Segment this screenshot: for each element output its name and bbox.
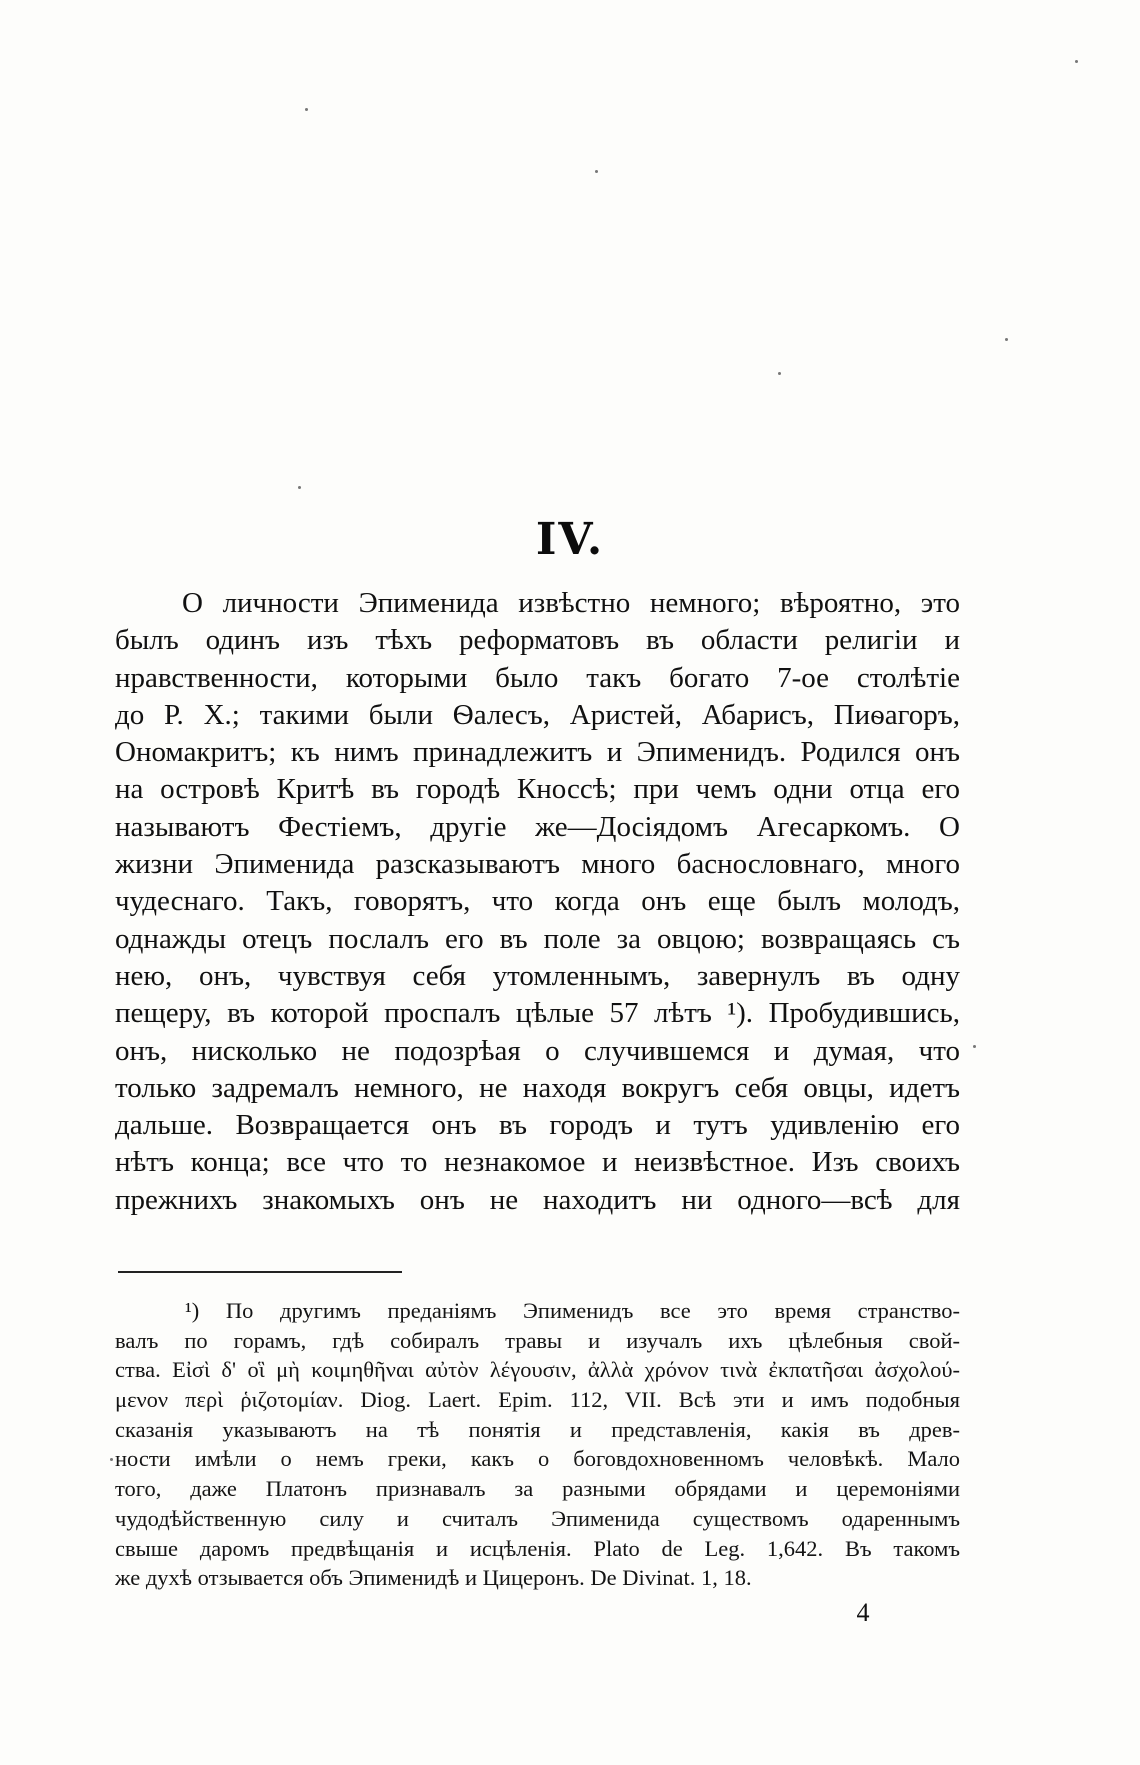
body-line: на островѣ Критѣ въ городѣ Кноссѣ; при чемъ одни отца его [115,773,960,806]
footnote-line: μενον περὶ ῥιζοτομίαν. Diog. Laert. Epim. 112, VII. Всѣ эти и имъ подобныя [115,1387,960,1413]
page-number: 4 [856,1598,870,1627]
body-line: нѣтъ конца; все что то незнакомое и неизвѣстное. Изъ своихъ [115,1146,960,1179]
body-line: былъ одинъ изъ тѣхъ реформатовъ въ области религіи и [115,624,960,657]
body-line: до Р. X.; такими были Ѳалесъ, Аристей, Абарисъ, Пиѳагоръ, [115,698,960,731]
scan-speck [1005,338,1008,341]
footnote-line: валъ по горамъ, гдѣ собиралъ травы и изучалъ ихъ цѣлебныя свой- [115,1327,960,1353]
body-line: однажды отецъ послалъ его въ поле за овцою; возвращаясь съ [115,922,960,955]
footnote-line: ¹) По другимъ преданіямъ Эпименидъ все это время странство- [185,1298,960,1323]
scan-speck [778,372,781,375]
body-line: онъ, нисколько не подозрѣая о случившемся и думая, что [115,1034,960,1067]
body-line: пещеру, въ которой проспалъ цѣлые 57 лѣтъ ¹). Пробудившись, [115,997,960,1030]
scan-speck [305,108,308,111]
body-line: нравственности, которыми было такъ богато 7-ое столѣтіе [115,661,960,694]
footnote-line: свыше даромъ предвѣщанія и исцѣленія. Plato de Leg. 1,642. Въ такомъ [115,1535,960,1561]
footnote-line: чудодѣйственную силу и считалъ Эпименида существомъ одареннымъ [115,1505,960,1531]
scan-speck [110,1458,113,1461]
body-line: чудеснаго. Такъ, говорятъ, что когда онъ еще былъ молодъ, [115,885,960,918]
footnote [115,1296,960,1593]
footnote-line: того, даже Платонъ признавалъ за разными обрядами и церемоніями [115,1476,960,1502]
footnote-line: ности имѣли о немъ греки, какъ о боговдохновенномъ человѣкѣ. Мало [115,1446,960,1472]
footnote-line: сказанія указываютъ на тѣ понятія и представленія, какія въ древ- [115,1416,960,1442]
scan-speck [973,1045,976,1048]
footnote-divider [118,1271,402,1273]
scan-speck [298,486,301,489]
body-line: только задремалъ немного, не находя вокругъ себя овцы, идетъ [115,1071,960,1104]
footnote-line: же духѣ отзывается объ Эпименидѣ и Цицеронъ. De Divinat. 1, 18. [115,1565,752,1591]
body-line: нею, онъ, чувствуя себя утомленнымъ, завернулъ въ одну [115,959,960,992]
chapter-heading: IV. [535,514,605,565]
body-line: О личности Эпименида извѣстно немного; вѣроятно, это [182,587,960,619]
body-line: дальше. Возвращается онъ въ городъ и тутъ удивленію его [115,1109,960,1142]
footnote-line: ства. Εἰσὶ δ' οἳ μὴ κοιμηθῆναι αὐτὸν λέγουσιν, ἀλλὰ χρόνον τινὰ ἐκπατῆσαι ἀσχολού- [115,1357,960,1383]
body-line: называютъ Фестіемъ, другіе же—Досіядомъ Агесаркомъ. О [115,810,960,843]
body-line: Ономакритъ; къ нимъ принадлежитъ и Эпименидъ. Родился онъ [115,736,960,769]
scan-speck [1075,60,1078,63]
scan-speck [595,170,598,173]
body-line: прежнихъ знакомыхъ онъ не находитъ ни одного—всѣ для [115,1183,960,1216]
body-paragraph [115,585,960,1219]
body-line: жизни Эпименида разсказываютъ много баснословнаго, много [115,848,960,881]
